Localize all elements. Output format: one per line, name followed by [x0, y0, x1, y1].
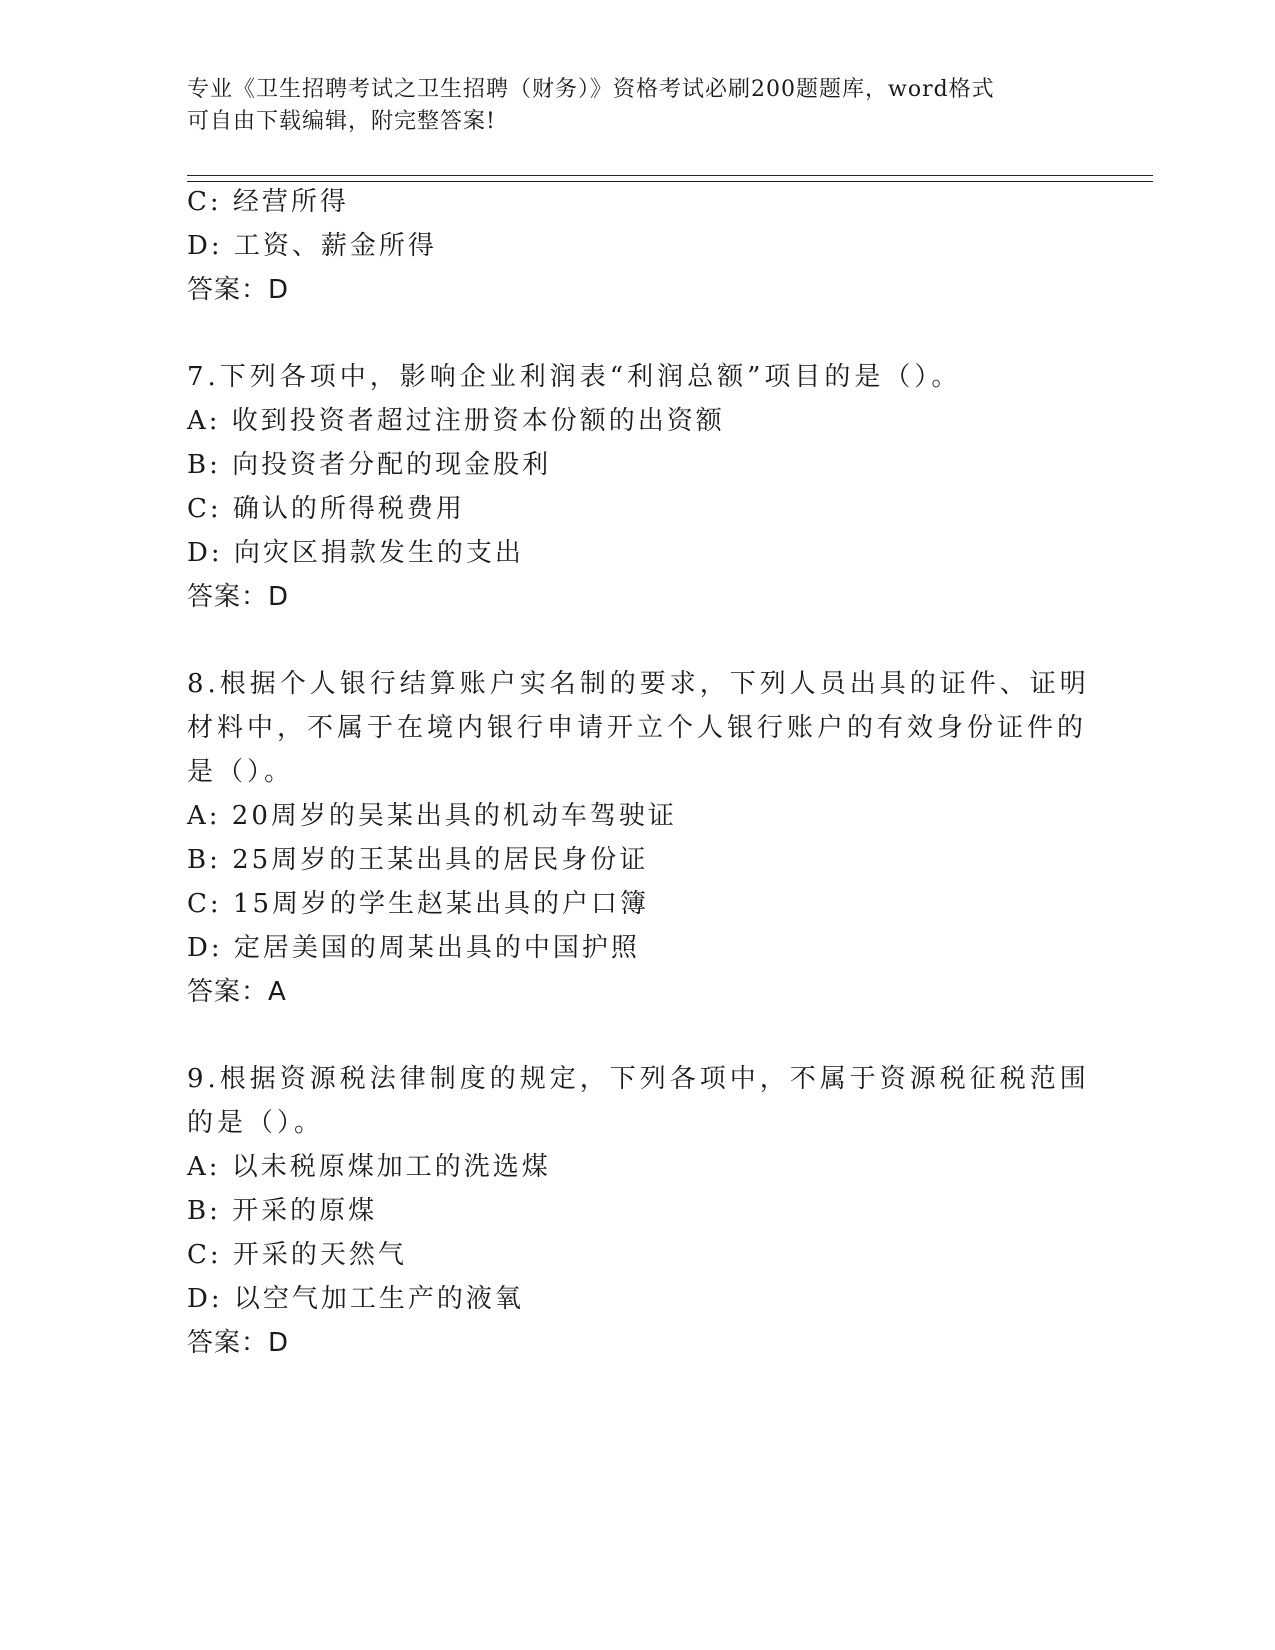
header-line-1: 专业《卫生招聘考试之卫生招聘（财务）》资格考试必刷200题题库，word格式 [187, 77, 995, 102]
question-8-option-c: C: 15周岁的学生赵某出具的户口簿 [187, 889, 650, 919]
document-header [187, 74, 1067, 138]
question-9-option-a: A: 以未税原煤加工的洗选煤 [187, 1152, 551, 1182]
question-7-text: 7.下列各项中，影响企业利润表“利润总额”项目的是（）。 [187, 362, 962, 392]
question-8-answer: 答案：A [187, 977, 287, 1007]
question-8-option-b: B: 25周岁的王某出具的居民身份证 [187, 845, 649, 875]
question-8-text-line-3: 是（）。 [187, 757, 295, 787]
question-9-option-b: B: 开采的原煤 [187, 1196, 378, 1226]
question-8-option-d: D: 定居美国的周某出具的中国护照 [187, 933, 640, 963]
question-9-text-line-2: 的是（）。 [187, 1108, 325, 1138]
question-7-option-c: C: 确认的所得税费用 [187, 494, 465, 524]
question-9-text-line-1: 9.根据资源税法律制度的规定，下列各项中，不属于资源税征税范围 [187, 1064, 1090, 1094]
question-7-answer: 答案：D [187, 582, 290, 612]
question-8-text-line-1: 8.根据个人银行结算账户实名制的要求，下列人员出具的证件、证明 [187, 669, 1090, 699]
question-7-option-b: B: 向投资者分配的现金股利 [187, 450, 552, 480]
question-9-option-c: C: 开采的天然气 [187, 1240, 407, 1270]
question-8-option-a: A: 20周岁的吴某出具的机动车驾驶证 [187, 801, 677, 831]
question-7-option-a: A: 收到投资者超过注册资本份额的出资额 [187, 406, 725, 436]
header-divider-top [187, 175, 1153, 176]
answer-text: 答案：D [187, 275, 290, 305]
option-c: C: 经营所得 [187, 187, 349, 217]
question-8-text-line-2: 材料中，不属于在境内银行申请开立个人银行账户的有效身份证件的 [187, 713, 1088, 743]
option-d: D: 工资、薪金所得 [187, 231, 437, 261]
question-7-option-d: D: 向灾区捐款发生的支出 [187, 538, 524, 568]
header-line-2: 可自由下载编辑，附完整答案! [187, 109, 496, 134]
question-9-answer: 答案：D [187, 1328, 290, 1358]
header-divider-bottom [187, 181, 1153, 182]
question-9-option-d: D: 以空气加工生产的液氧 [187, 1284, 524, 1314]
